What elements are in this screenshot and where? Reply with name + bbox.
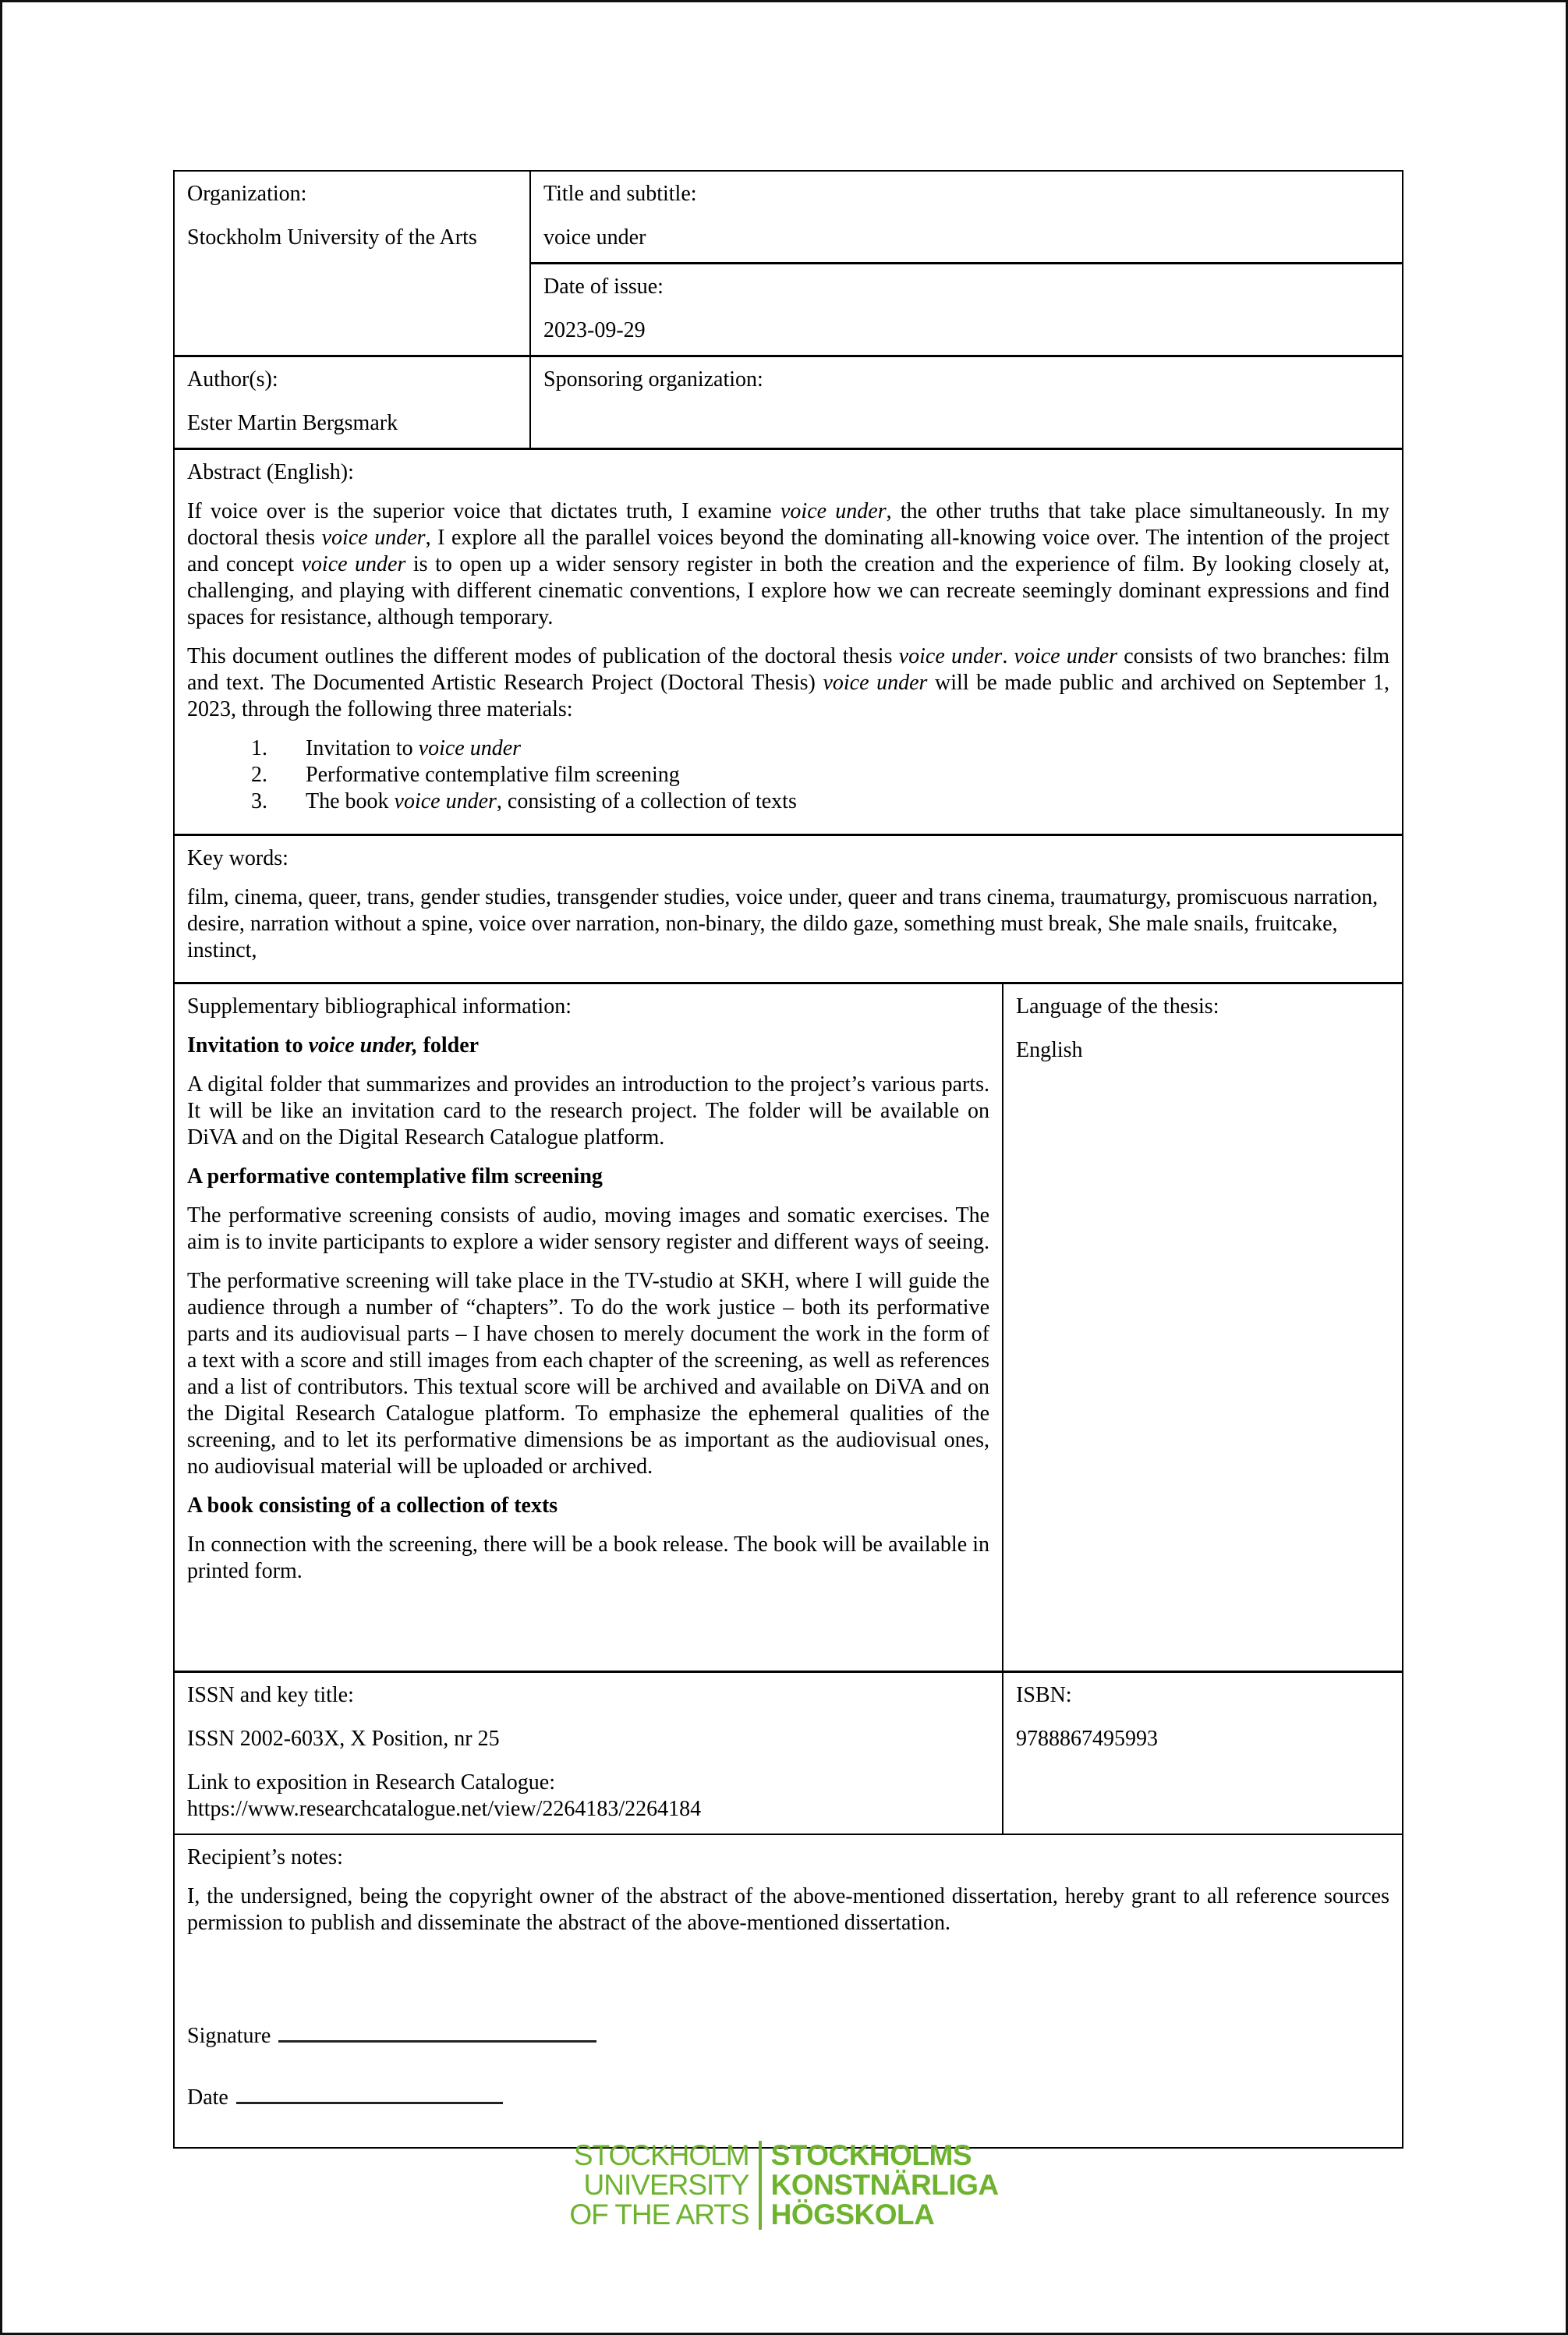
abstract-label: Abstract (English): (187, 460, 354, 484)
sponsoring-cell (529, 357, 1402, 448)
supplementary-paragraph: In connection with the screening, there will be a book release. The book will be available in printed form. (187, 1532, 989, 1583)
logo-line: STOCKHOLMS (770, 2139, 972, 2171)
issn-label: ISSN and key title: (187, 1683, 354, 1707)
recipient-notes-label: Recipient’s notes: (187, 1845, 343, 1869)
organization-label: Organization: (187, 182, 307, 206)
issn-cell (175, 1673, 1002, 1834)
logo-line: STOCKHOLM (573, 2139, 749, 2171)
organization-value: Stockholm University of the Arts (187, 225, 477, 250)
keywords-label: Key words: (187, 846, 288, 870)
supplementary-heading-screening: A performative contemplative film screening (187, 1164, 603, 1189)
language-label: Language of the thesis: (1016, 994, 1219, 1019)
authors-value: Ester Martin Bergsmark (187, 411, 398, 435)
isbn-value: 9788867495993 (1016, 1727, 1158, 1751)
logo-line: UNIVERSITY (583, 2169, 749, 2201)
list-item-number: 1. (251, 736, 267, 760)
skh-logo (0, 2141, 1568, 2230)
supplementary-heading-invitation: Invitation to voice under, folder (187, 1033, 480, 1058)
research-catalogue-link-label: Link to exposition in Research Catalogue: (187, 1770, 556, 1795)
row-author-sponsor (175, 355, 1402, 448)
abstract-cell (175, 450, 1402, 834)
signature-label: Signature (187, 2024, 271, 2048)
supplementary-paragraph: The performative screening consists of audio, moving images and somatic exercises. The aim is to invite participants to explore a wider sensory register and different ways of seeing. (187, 1203, 989, 1254)
keywords-value: film, cinema, queer, trans, gender studies, transgender studies, voice under, queer and trans cinema, traumaturgy, promiscuous narration, desire, narration without a spine, voice over narration, non-binary, the dildo gaze, something must break, She male snails, fruitcake, instinct, (187, 885, 1379, 962)
recipient-notes-paragraph: I, the undersigned, being the copyright owner of the abstract of the above-mentioned dissertation, hereby grant to all reference sources permission to publish and disseminate the abstract of the above-mentioned dissertation. (187, 1884, 1389, 1935)
list-item-number: 3. (251, 789, 267, 813)
research-catalogue-link-block (187, 1770, 989, 1823)
supplementary-heading-book: A book consisting of a collection of texts (187, 1493, 558, 1518)
supplementary-paragraph: A digital folder that summarizes and provides an introduction to the project’s various parts. It will be like an invitation card to the research project. The folder will be available on DiVA and on the Digital Research Catalogue platform. (187, 1072, 989, 1150)
list-item-text: Invitation to voice under (306, 736, 522, 760)
title-value: voice under (543, 225, 646, 250)
logo-line: KONSTNÄRLIGA (770, 2169, 999, 2201)
list-item-text: Performative contemplative film screening (306, 763, 680, 787)
logo-line: OF THE ARTS (569, 2199, 749, 2230)
date-of-issue-label: Date of issue: (543, 275, 664, 299)
row-keywords (175, 834, 1402, 982)
language-value: English (1016, 1038, 1083, 1062)
isbn-label: ISBN: (1016, 1683, 1072, 1707)
supplementary-cell (175, 984, 1002, 1671)
supplementary-paragraph: The performative screening will take place in the TV-studio at SKH, where I will guide the audience through a number of “chapters”. To do the work justice – both its performative parts and its audiovisual parts – I have chosen to merely document the work in the form of a text with a score and still images from each chapter of the screening, as well as references and a list of contributors. This textual score will be archived and available on DiVA and on the Digital Research Catalogue platform. To emphasize the ephemeral qualities of the screening, and to let its performative dimensions be as important as the audiovisual ones, no audiovisual material will be uploaded or archived. (187, 1269, 989, 1479)
signature-line (278, 2021, 596, 2043)
row-recipient-notes (175, 1834, 1402, 2147)
skh-logo-english-text (569, 2141, 749, 2230)
title-cell (531, 172, 1402, 262)
skh-logo-swedish-text (771, 2141, 999, 2230)
title-date-cells (529, 172, 1402, 355)
date-of-issue-value: 2023-09-29 (543, 318, 646, 342)
date-of-issue-cell (531, 262, 1402, 355)
date-row (187, 2082, 1389, 2111)
list-item-text: The book voice under, consisting of a collection of texts (306, 789, 797, 813)
authors-cell (175, 357, 529, 448)
abstract-paragraph-1: If voice over is the superior voice that dictates truth, I examine voice under, the other truths that take place simultaneously. In my doctoral thesis voice under, I explore all the parallel voices beyond the dominating all-knowing voice over. The intention of the project and concept voice under is to open up a wider sensory register in both the creation and the experience of film. By looking closely at, challenging, and playing with different cinematic conventions, I explore how we can recreate seemingly dominant expressions and find spaces for resistance, although temporary. (187, 499, 1390, 629)
sponsoring-label: Sponsoring organization: (543, 367, 763, 392)
date-label: Date (187, 2085, 228, 2110)
row-supplementary-language (175, 982, 1402, 1671)
keywords-cell (175, 836, 1402, 982)
list-item-number: 2. (251, 763, 267, 787)
isbn-cell (1002, 1673, 1402, 1834)
row-organization-title (175, 172, 1402, 355)
date-line (236, 2082, 503, 2104)
list-item (251, 735, 1389, 762)
dissertation-abstract-form (173, 170, 1403, 2149)
authors-label: Author(s): (187, 367, 278, 392)
recipient-notes-cell (175, 1835, 1402, 2147)
logo-line: HÖGSKOLA (770, 2199, 935, 2230)
supplementary-label: Supplementary bibliographical information: (187, 994, 572, 1019)
abstract-materials-list (251, 735, 1389, 815)
organization-cell (175, 172, 529, 355)
abstract-paragraph-2: This document outlines the different modes of publication of the doctoral thesis voice under. voice under consists of two branches: film and text. The Documented Artistic Research Project (Doctoral Thesis) voice under will be made public and archived on September 1, 2023, through the following three materials: (187, 644, 1390, 721)
row-issn-isbn (175, 1671, 1402, 1834)
signature-row (187, 2021, 1389, 2050)
research-catalogue-link[interactable]: https://www.researchcatalogue.net/view/2264183/2264184 (187, 1797, 702, 1821)
title-label: Title and subtitle: (543, 182, 697, 206)
list-item (251, 762, 1389, 788)
language-cell (1002, 984, 1402, 1671)
row-abstract (175, 448, 1402, 834)
issn-value: ISSN 2002-603X, X Position, nr 25 (187, 1727, 500, 1751)
list-item (251, 788, 1389, 815)
logo-divider (759, 2141, 762, 2230)
